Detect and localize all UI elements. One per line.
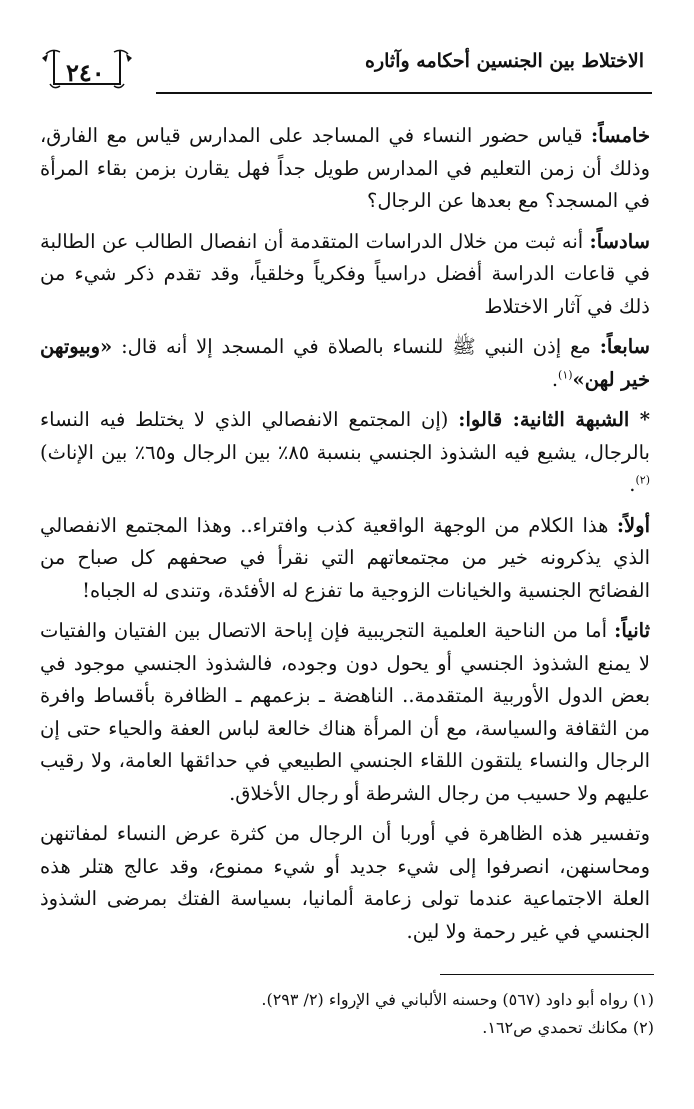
paragraph-text: وتفسير هذه الظاهرة في أوربا أن الرجال من كثرة عرض النساء لمفاتنهن ومحاسنهن، انصرفوا إلى شيء جديد أو شيء ممنوع، وقد عالج هتلر هذه العلة الاجتماعية عندما تولى زعامة ألمانيا، بسياسة الفتك بمرضى الشذوذ الجنسي في غير رحمة ولا لين. — [40, 822, 650, 943]
footnote-item: (١) رواه أبو داود (٥٦٧) وحسنه الألباني في الإرواء (٢/ ٢٩٣). — [261, 990, 654, 1009]
paragraph-sixth — [40, 226, 650, 324]
page-number: ٢٤٠ — [66, 58, 105, 87]
paragraph-lead: أولاً: — [616, 513, 650, 537]
paragraph-text: هذا الكلام من الوجهة الواقعية كذب وافتراء.. وهذا المجتمع الانفصالي الذي يذكرونه خير من مجتمعاتهم التي نقرأ في صحفهم كل صباح من الفضائح الجنسية والخيانات الزوجية ما تفزع له الأفئدة، وتندى له الجباه! — [40, 513, 650, 602]
paragraph-tail: . — [551, 367, 559, 391]
paragraph-lead: * الشبهة الثانية: قالوا: — [458, 408, 650, 431]
paragraph-lead: ثانياً: — [614, 619, 650, 642]
footnote-separator — [440, 974, 654, 975]
page-header — [38, 40, 652, 100]
paragraph-lead: سابعاً: — [599, 335, 650, 358]
paragraph-text: أما من الناحية العلمية التجريبية فإن إباحة الاتصال بين الفتيان والفتيات لا يمنع الشذوذ الجنسي أو يحول دون وجوده، فالشذوذ الجنسي موجود في بعض الدول الأوربية المتقدمة.. الناهضة ـ بزعمهم ـ الظافرة بأقساط وافرة من الثقافة والسياسة، مع أن المرأة هناك خالعة لباس العفة والحياء حتى إن الرجال والنساء يلتقون اللقاء الجنسي الطبيعي في حدائقها العامة، ولا رقيب عليهم ولا حسيب من رجال الشرطة أو رجال الأخلاق. — [40, 619, 650, 805]
footnote-item: (٢) مكانك تحمدي ص١٦٢. — [482, 1018, 654, 1037]
paragraph-text: مع إذن النبي ﷺ للنساء بالصلاة في المسجد إلا أنه قال: — [112, 335, 600, 358]
paragraph-explanation — [40, 818, 650, 948]
running-title: الاختلاط بين الجنسين أحكامه وآثاره — [365, 50, 644, 72]
paragraph-fifth — [40, 120, 650, 218]
page-number-frame — [40, 44, 134, 92]
paragraph-lead: خامساً: — [591, 124, 650, 147]
footnote-ref[interactable]: (٢) — [635, 473, 650, 487]
footnote-ref[interactable]: (١) — [558, 368, 573, 381]
hadith-quote: «وبيوتهن خير لهن» — [40, 335, 650, 391]
paragraph-second-doubt — [40, 404, 650, 502]
footnotes — [44, 986, 654, 1042]
paragraph-text: أنه ثبت من خلال الدراسات المتقدمة أن انفصال الطالب عن الطالبة في قاعات الدراسة أفضل دراسياً وفكرياً وخلقياً، وقد تقدم ذكر شيء من ذلك في آثار الاختلاط — [40, 229, 650, 318]
main-text — [40, 120, 650, 956]
header-rule — [156, 92, 652, 94]
paragraph-seventh — [40, 331, 650, 396]
paragraph-tail: . — [629, 473, 636, 496]
paragraph-lead: سادساً: — [589, 229, 650, 253]
paragraph-text: (إن المجتمع الانفصالي الذي لا يختلط فيه النساء بالرجال، يشيع فيه الشذوذ الجنسي بنسبة ٨٥٪ بين الرجال و٦٥٪ بين الإناث) — [40, 408, 650, 464]
paragraph-first — [40, 510, 650, 608]
paragraph-second — [40, 615, 650, 810]
paragraph-text: قياس حضور النساء في المساجد على المدارس قياس مع الفارق، وذلك أن زمن التعليم في المدارس طويل جداً فهل يقارن بزمن بقاء المرأة في المسجد؟ مع بعدها عن الرجال؟ — [40, 124, 650, 212]
